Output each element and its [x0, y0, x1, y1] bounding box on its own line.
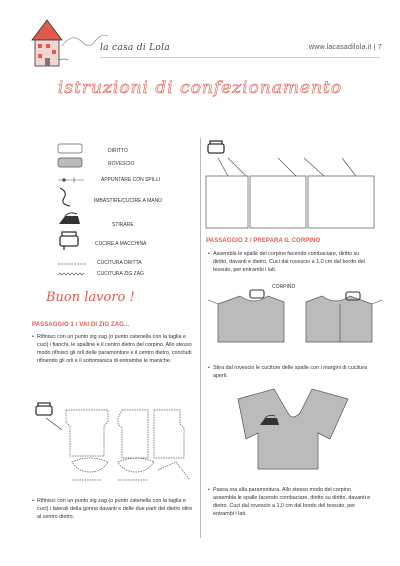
step1-illustration [32, 400, 197, 490]
step1-paragraph: • Rifinisci con un punto zig zag (o punto catenella con la taglia e cuci) i fianchi, le spalline e il centro dietro del corpino. Allo stesso modo rifinisci gli orli delle paramonture e il centro dietro, concludi rifinendo gli orli e il sottomanica di entrambe le maniche. [37, 333, 197, 365]
site-and-page-number: www.lacasadilola.it | 7 [309, 44, 382, 51]
step2-heading: PASSAGGIO 2 / PREPARA IL CORPINO [206, 238, 321, 244]
legend-label: CUCITURA DRITTA [97, 260, 142, 266]
bodice-illustration [206, 286, 384, 352]
step1-heading: PASSAGGIO 1 / VAI DI ZIG ZAG... [32, 322, 130, 328]
corpino-label: CORPINO [272, 284, 296, 290]
step2-paragraph: • Stira dal rovescio le cuciture delle spalle con i margini di cucitura aperti. [213, 364, 373, 380]
column-divider [200, 138, 201, 538]
legend-label: DIRITTO [108, 148, 128, 154]
brand-name: la casa di Lola [100, 43, 170, 53]
header-rule [100, 57, 380, 58]
zigzag-stitch-icon [58, 273, 84, 275]
needle-icon [60, 188, 70, 206]
legend-label: CUCITURA ZIG ZAG [97, 271, 144, 277]
legend-label: IMBASTIRE/CUCIRE A MANO [94, 198, 163, 204]
legend-icons [56, 142, 92, 280]
step2-top-illustration [204, 140, 384, 230]
closing-text: Buon lavoro ! [46, 290, 135, 305]
legend-label: STIRARE [112, 222, 134, 228]
pressing-illustration [232, 385, 352, 475]
diritto-swatch [58, 144, 82, 153]
step1-paragraph: • Rifinisci con un punto zig zag (o punto catenella con la taglia e cuci) i laterali della gonna davanti e delle due parti del dietro oltre al centro dietro. [37, 497, 197, 521]
sewing-machine-icon [60, 232, 78, 250]
legend-label: APPUNTARE CON SPILLI [101, 177, 161, 183]
legend-label: CUCIRE A MACCHINA [95, 241, 147, 247]
legend-label: ROVESCIO [108, 161, 135, 167]
step2-paragraph: • Assembla le spalle del corpino facendo combaciare, diritto su diritto, davanti e dietro. Cuci dal rovescio a 1,0 cm dal bordo del tessuto, per entrambi i lati. [213, 250, 373, 274]
page-title: istruzioni di confezionamento [57, 78, 343, 98]
rovescio-swatch [58, 158, 82, 167]
pin-icon [58, 177, 84, 183]
iron-icon [59, 213, 80, 224]
step2-paragraph: • Passa ora alla paramontura. Allo stesso modo del corpino assembla le spalle facendo combaciare, diritto su diritto, davanti e dietro. Cuci dal rovescio a 1,0 cm dal bordo del tessuto, per entrambi i lati. [213, 486, 373, 518]
